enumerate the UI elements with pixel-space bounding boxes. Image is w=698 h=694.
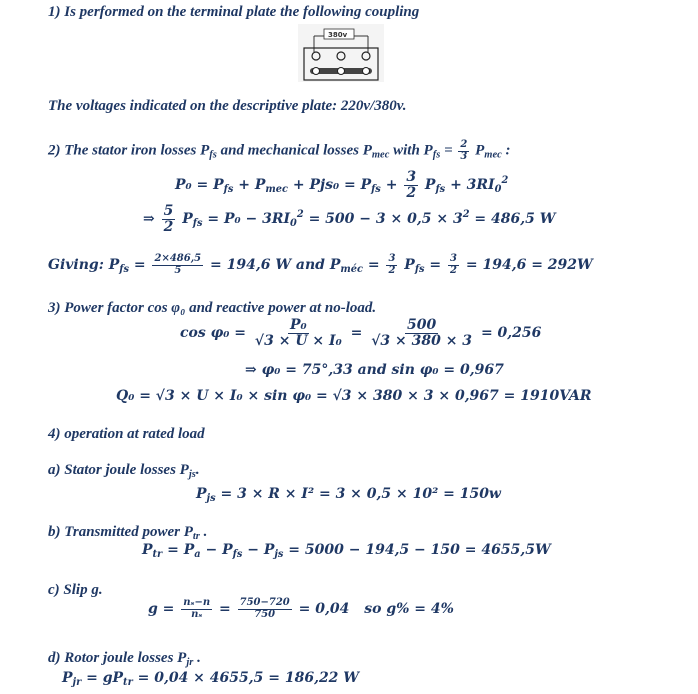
terminal-plate-figure [296, 22, 386, 86]
q4c-heading: c) Slip g. [48, 582, 103, 598]
q4a-eq: $P_{js} = 3 \times R \times I^2 = 3 \times 0,5 \times 10^2 = 150w$ [196, 486, 501, 504]
q4c-eq: g = $\frac{\text{nₛ−n}}{\text{nₛ}}$ = $\frac{750-720}{750}$ = 0,04 so g% = 4% [148, 597, 454, 620]
q4-heading: 4) operation at rated load [48, 426, 205, 442]
q2-giving: Giving: $P_{fs}$ = $\frac{2\times 486,5}{5}$ = 194,6 W and $P_{méc}$ = $\frac{3}{2}$ $P_{fs}$ = $\frac{3}{2}$ = 194,6 = 292W [48, 253, 593, 276]
q3-heading: 3) Power factor cos φ₀ and reactive power at no-load. [48, 300, 377, 316]
q4d-heading: d) Rotor joule losses $P_{jr}$ . [48, 650, 201, 668]
q3-phi-line: ⇒ φ₀ = 75°,33 and sin φ₀ = 0,967 [245, 362, 504, 378]
q2-eq2: ⇒ $\frac{5}{2}$ $P_{fs} = P_0 - 3RI_0^2 = 500 - 3 \times 0,5 \times 3^2 = 486,5$ W [143, 203, 556, 235]
q1-voltages: The voltages indicated on the descriptive plate: 220v/380v. [48, 98, 407, 114]
figure-label: 380v [328, 31, 348, 39]
q2-eq1: $P_0 = P_{fs} + P_{mec} + Pjs_0 = P_{fs}$ + $\frac{3}{2}$ $P_{fs} + 3RI_0^2$ [175, 169, 509, 201]
q4b-heading: b) Transmitted power $P_{tr}$ . [48, 524, 208, 542]
q4b-eq: $P_{tr} = P_a - P_{fs} - P_{js} = 5000 - 194,5 - 150 = 4655,5W$ [142, 542, 551, 560]
q2-heading: 2) The stator iron losses $P_{fs}$ and mechanical losses $P_{mec}$ with $P_{fs}$ = $\frac{2}{3}$ $P_{mec}$ : [48, 139, 511, 162]
q3-q-line: Q₀ = √3 × U × I₀ × sin φ₀ = √3 × 380 × 3 × 0,967 = 1910VAR [116, 388, 592, 404]
q1-heading: 1) Is performed on the terminal plate the following coupling [48, 4, 420, 20]
q4a-heading: a) Stator joule losses $P_{js}$. [48, 462, 200, 480]
q4d-eq: $P_{jr} = gP_{tr} = 0,04 \times 4655,5 = 186,22$ W [62, 670, 360, 688]
q3-cos-eq: cos φ₀ = $\frac{\text{P₀}}{\text{√3 × U × I₀}}$ = $\frac{500}{√3 \times 380 \times 3}$ = 0,256 [180, 317, 542, 349]
